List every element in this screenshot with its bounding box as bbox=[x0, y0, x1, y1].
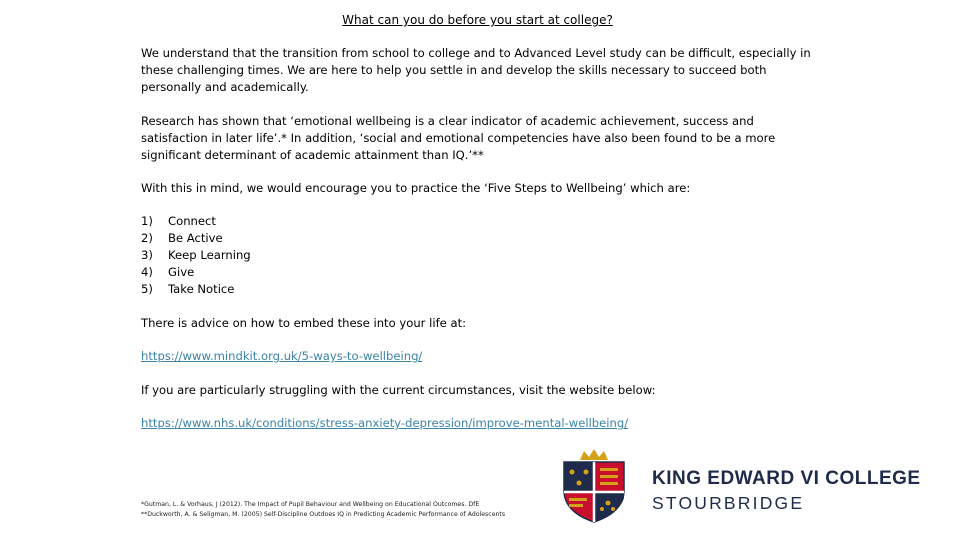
research-paragraph: Research has shown that ‘emotional wellbeing is a clear indicator of academic achievement, success and satisfaction in later life’.* In addition, ‘social and emotional competencies have also been found to be a more significant determinant of academic attainment than IQ.’** bbox=[141, 114, 776, 162]
list-item bbox=[141, 264, 251, 281]
college-location: STOURBRIDGE bbox=[652, 493, 805, 513]
footnotes bbox=[141, 500, 505, 520]
encourage-paragraph: With this in mind, we would encourage you to practice the ‘Five Steps to Wellbeing’ which are: bbox=[141, 181, 691, 195]
page-title: What can you do before you start at college? bbox=[342, 13, 613, 27]
mindkit-link[interactable]: https://www.mindkit.org.uk/5-ways-to-wellbeing/ bbox=[141, 349, 423, 363]
footnote: **Duckworth, A. & Seligman, M. (2005) Self-Discipline Outdoes IQ in Predicting Academic Performance of Adolescents bbox=[141, 511, 506, 518]
list-item bbox=[141, 230, 251, 247]
list-item bbox=[141, 247, 251, 264]
step-number: 3) bbox=[141, 248, 153, 262]
step-label: Take Notice bbox=[168, 282, 235, 296]
advice-paragraph: There is advice on how to embed these into your life at: bbox=[141, 316, 467, 330]
step-number: 4) bbox=[141, 265, 153, 279]
nhs-link[interactable]: https://www.nhs.uk/conditions/stress-anxiety-depression/improve-mental-wellbeing/ bbox=[141, 416, 629, 430]
step-number: 5) bbox=[141, 282, 153, 296]
wellbeing-steps-list bbox=[141, 213, 251, 298]
struggling-paragraph: If you are particularly struggling with the current circumstances, visit the website below: bbox=[141, 383, 656, 397]
footnote: *Gutman, L. & Vorhaus, J (2012). The Impact of Pupil Behaviour and Wellbeing on Educational Outcomes. DfE bbox=[141, 501, 480, 508]
intro-paragraph: We understand that the transition from school to college and to Advanced Level study can be difficult, especially in these challenging times. We are here to help you settle in and develop the skills necessary to succeed both personally and academically. bbox=[141, 46, 811, 94]
list-item bbox=[141, 213, 251, 230]
college-logo bbox=[556, 448, 941, 524]
logo-text bbox=[652, 468, 921, 514]
crest-icon bbox=[556, 448, 632, 524]
step-number: 1) bbox=[141, 214, 153, 228]
step-label: Connect bbox=[168, 214, 216, 228]
step-label: Be Active bbox=[168, 231, 223, 245]
college-name: KING EDWARD VI COLLEGE bbox=[652, 468, 921, 489]
step-label: Keep Learning bbox=[168, 248, 251, 262]
list-item bbox=[141, 281, 251, 298]
step-number: 2) bbox=[141, 231, 153, 245]
step-label: Give bbox=[168, 265, 195, 279]
